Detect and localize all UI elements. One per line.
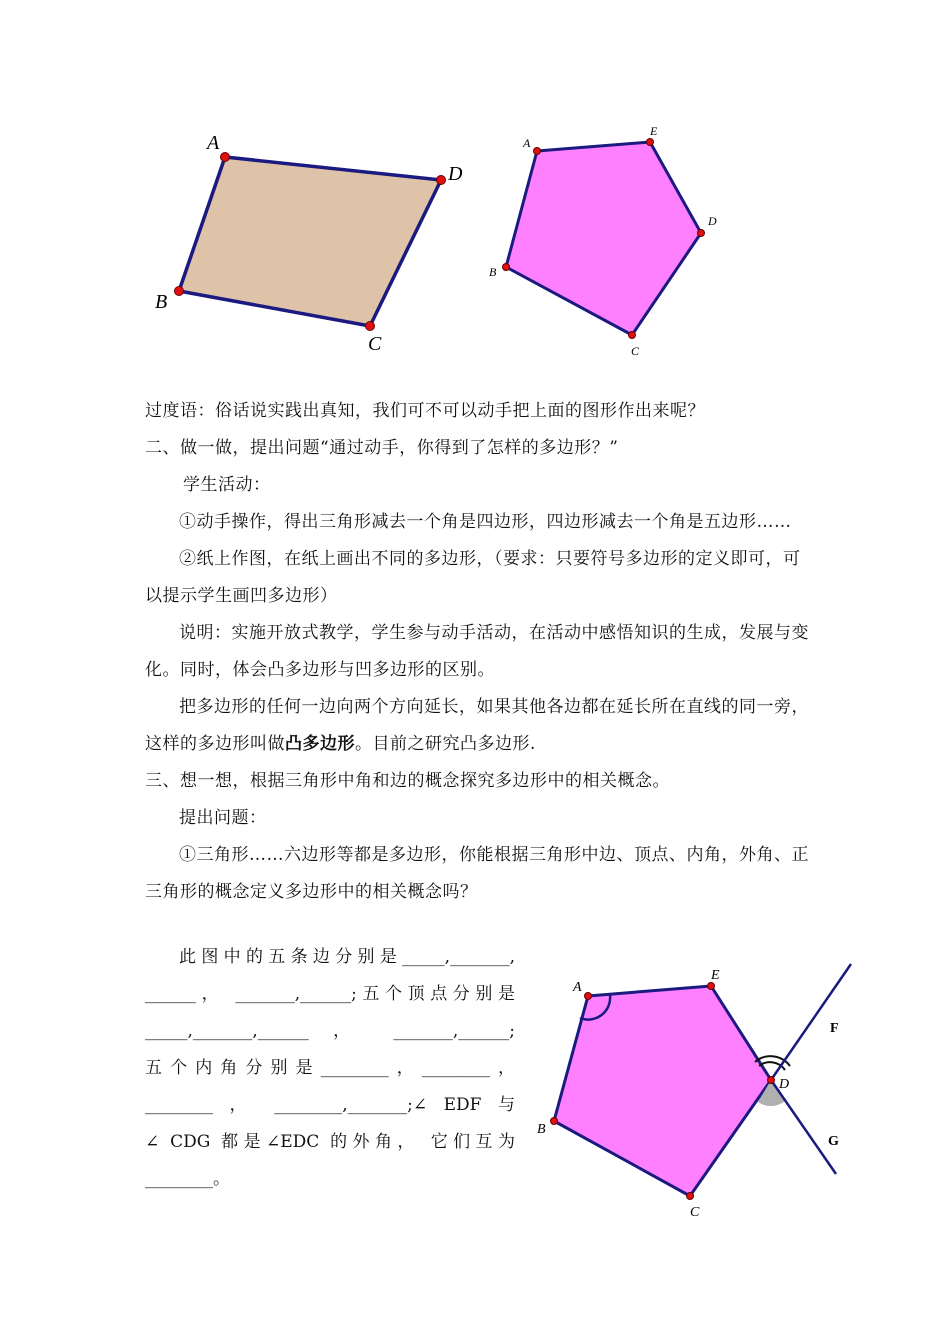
pentagon-shape bbox=[506, 142, 701, 335]
student-activity-label: 学生活动： bbox=[183, 475, 271, 495]
quadrilateral-shape bbox=[179, 157, 441, 326]
section-two-heading: 二、做一做，提出问题“通过动手，你得到了怎样的多边形？” bbox=[145, 438, 619, 458]
vertex-d bbox=[437, 176, 446, 185]
vertex-e bbox=[708, 983, 715, 990]
vertex-b bbox=[551, 1118, 558, 1125]
question-one-paragraph: ①三角形……六边形等都是多边形，你能根据三角形中边、顶点、内角，外角、正三角形的概念定义多边形中的相关概念吗？ bbox=[145, 845, 809, 902]
quadrilateral-figure bbox=[140, 125, 463, 365]
label-b: B bbox=[537, 1122, 546, 1137]
label-b: B bbox=[155, 291, 168, 313]
label-a: A bbox=[523, 136, 531, 150]
label-d: D bbox=[779, 1077, 790, 1092]
label-d: D bbox=[708, 214, 717, 228]
label-d: D bbox=[448, 163, 463, 185]
exercise-line: ______， _______,______;五个顶点分别是 bbox=[145, 984, 515, 1004]
vertex-b bbox=[503, 264, 510, 271]
pentagon-figure bbox=[480, 120, 730, 365]
exercise-line: ________ ， ________,_______;∠ EDF 与 bbox=[145, 1095, 515, 1115]
transition-paragraph: 过度语：俗话说实践出真知，我们可不可以动手把上面的图形作出来呢？ bbox=[145, 401, 705, 421]
activity-one-paragraph: ①动手操作，得出三角形减去一个角是四边形，四边形减去一个角是五边形…… bbox=[179, 512, 792, 532]
label-a: A bbox=[207, 132, 220, 154]
label-e: E bbox=[650, 124, 658, 138]
activity-two-paragraph: ②纸上作图，在纸上画出不同的多边形，（要求：只要符号多边形的定义即可，可以提示学生画凹多边形） bbox=[145, 549, 801, 606]
label-a: A bbox=[573, 980, 582, 995]
exercise-line: ∠ CDG 都是∠EDC 的外角， 它们互为 bbox=[145, 1132, 515, 1152]
pentagon-shape bbox=[554, 986, 771, 1196]
question-label: 提出问题： bbox=[179, 808, 267, 828]
label-g: G bbox=[828, 1134, 839, 1149]
label-c: C bbox=[690, 1205, 700, 1220]
vertex-e bbox=[647, 139, 654, 146]
exercise-text bbox=[145, 939, 515, 1198]
vertex-b bbox=[175, 287, 184, 296]
extension-line-g bbox=[771, 1080, 836, 1174]
explanation-paragraph: 说明：实施开放式教学，学生参与动手活动，在活动中感悟知识的生成，发展与变化。同时，体会凸多边形与凹多边形的区别。 bbox=[145, 623, 809, 680]
label-e: E bbox=[711, 968, 720, 983]
vertex-c bbox=[629, 332, 636, 339]
label-f: F bbox=[830, 1021, 839, 1036]
label-c: C bbox=[368, 333, 382, 355]
extension-line-f bbox=[771, 964, 851, 1080]
vertex-a bbox=[221, 153, 230, 162]
exercise-line: 此图中的五条边分别是_____,_______, bbox=[179, 947, 515, 967]
exercise-line: ________。 bbox=[145, 1169, 230, 1189]
exercise-line: 五个内角分别是________，________， bbox=[145, 1058, 515, 1078]
label-b: B bbox=[489, 265, 497, 279]
convex-definition-paragraph: 把多边形的任何一边向两个方向延长，如果其他各边都在延长所在直线的同一旁，这样的多边形叫做凸多边形。目前之研究凸多边形. bbox=[145, 697, 809, 754]
section-three-heading: 三、想一想，根据三角形中角和边的概念探究多边形中的相关概念。 bbox=[145, 771, 670, 791]
body-text bbox=[145, 393, 810, 911]
vertex-c bbox=[687, 1193, 694, 1200]
vertex-a bbox=[534, 148, 541, 155]
label-c: C bbox=[631, 344, 640, 358]
pentagon-exterior-angle-figure bbox=[525, 955, 865, 1230]
vertex-a bbox=[585, 993, 592, 1000]
vertex-d bbox=[768, 1077, 775, 1084]
vertex-d bbox=[698, 230, 705, 237]
exercise-line: _____,_______,______ ， _______,______; bbox=[145, 1021, 515, 1041]
vertex-c bbox=[366, 322, 375, 331]
convex-polygon-term: 凸多边形 bbox=[285, 734, 355, 754]
